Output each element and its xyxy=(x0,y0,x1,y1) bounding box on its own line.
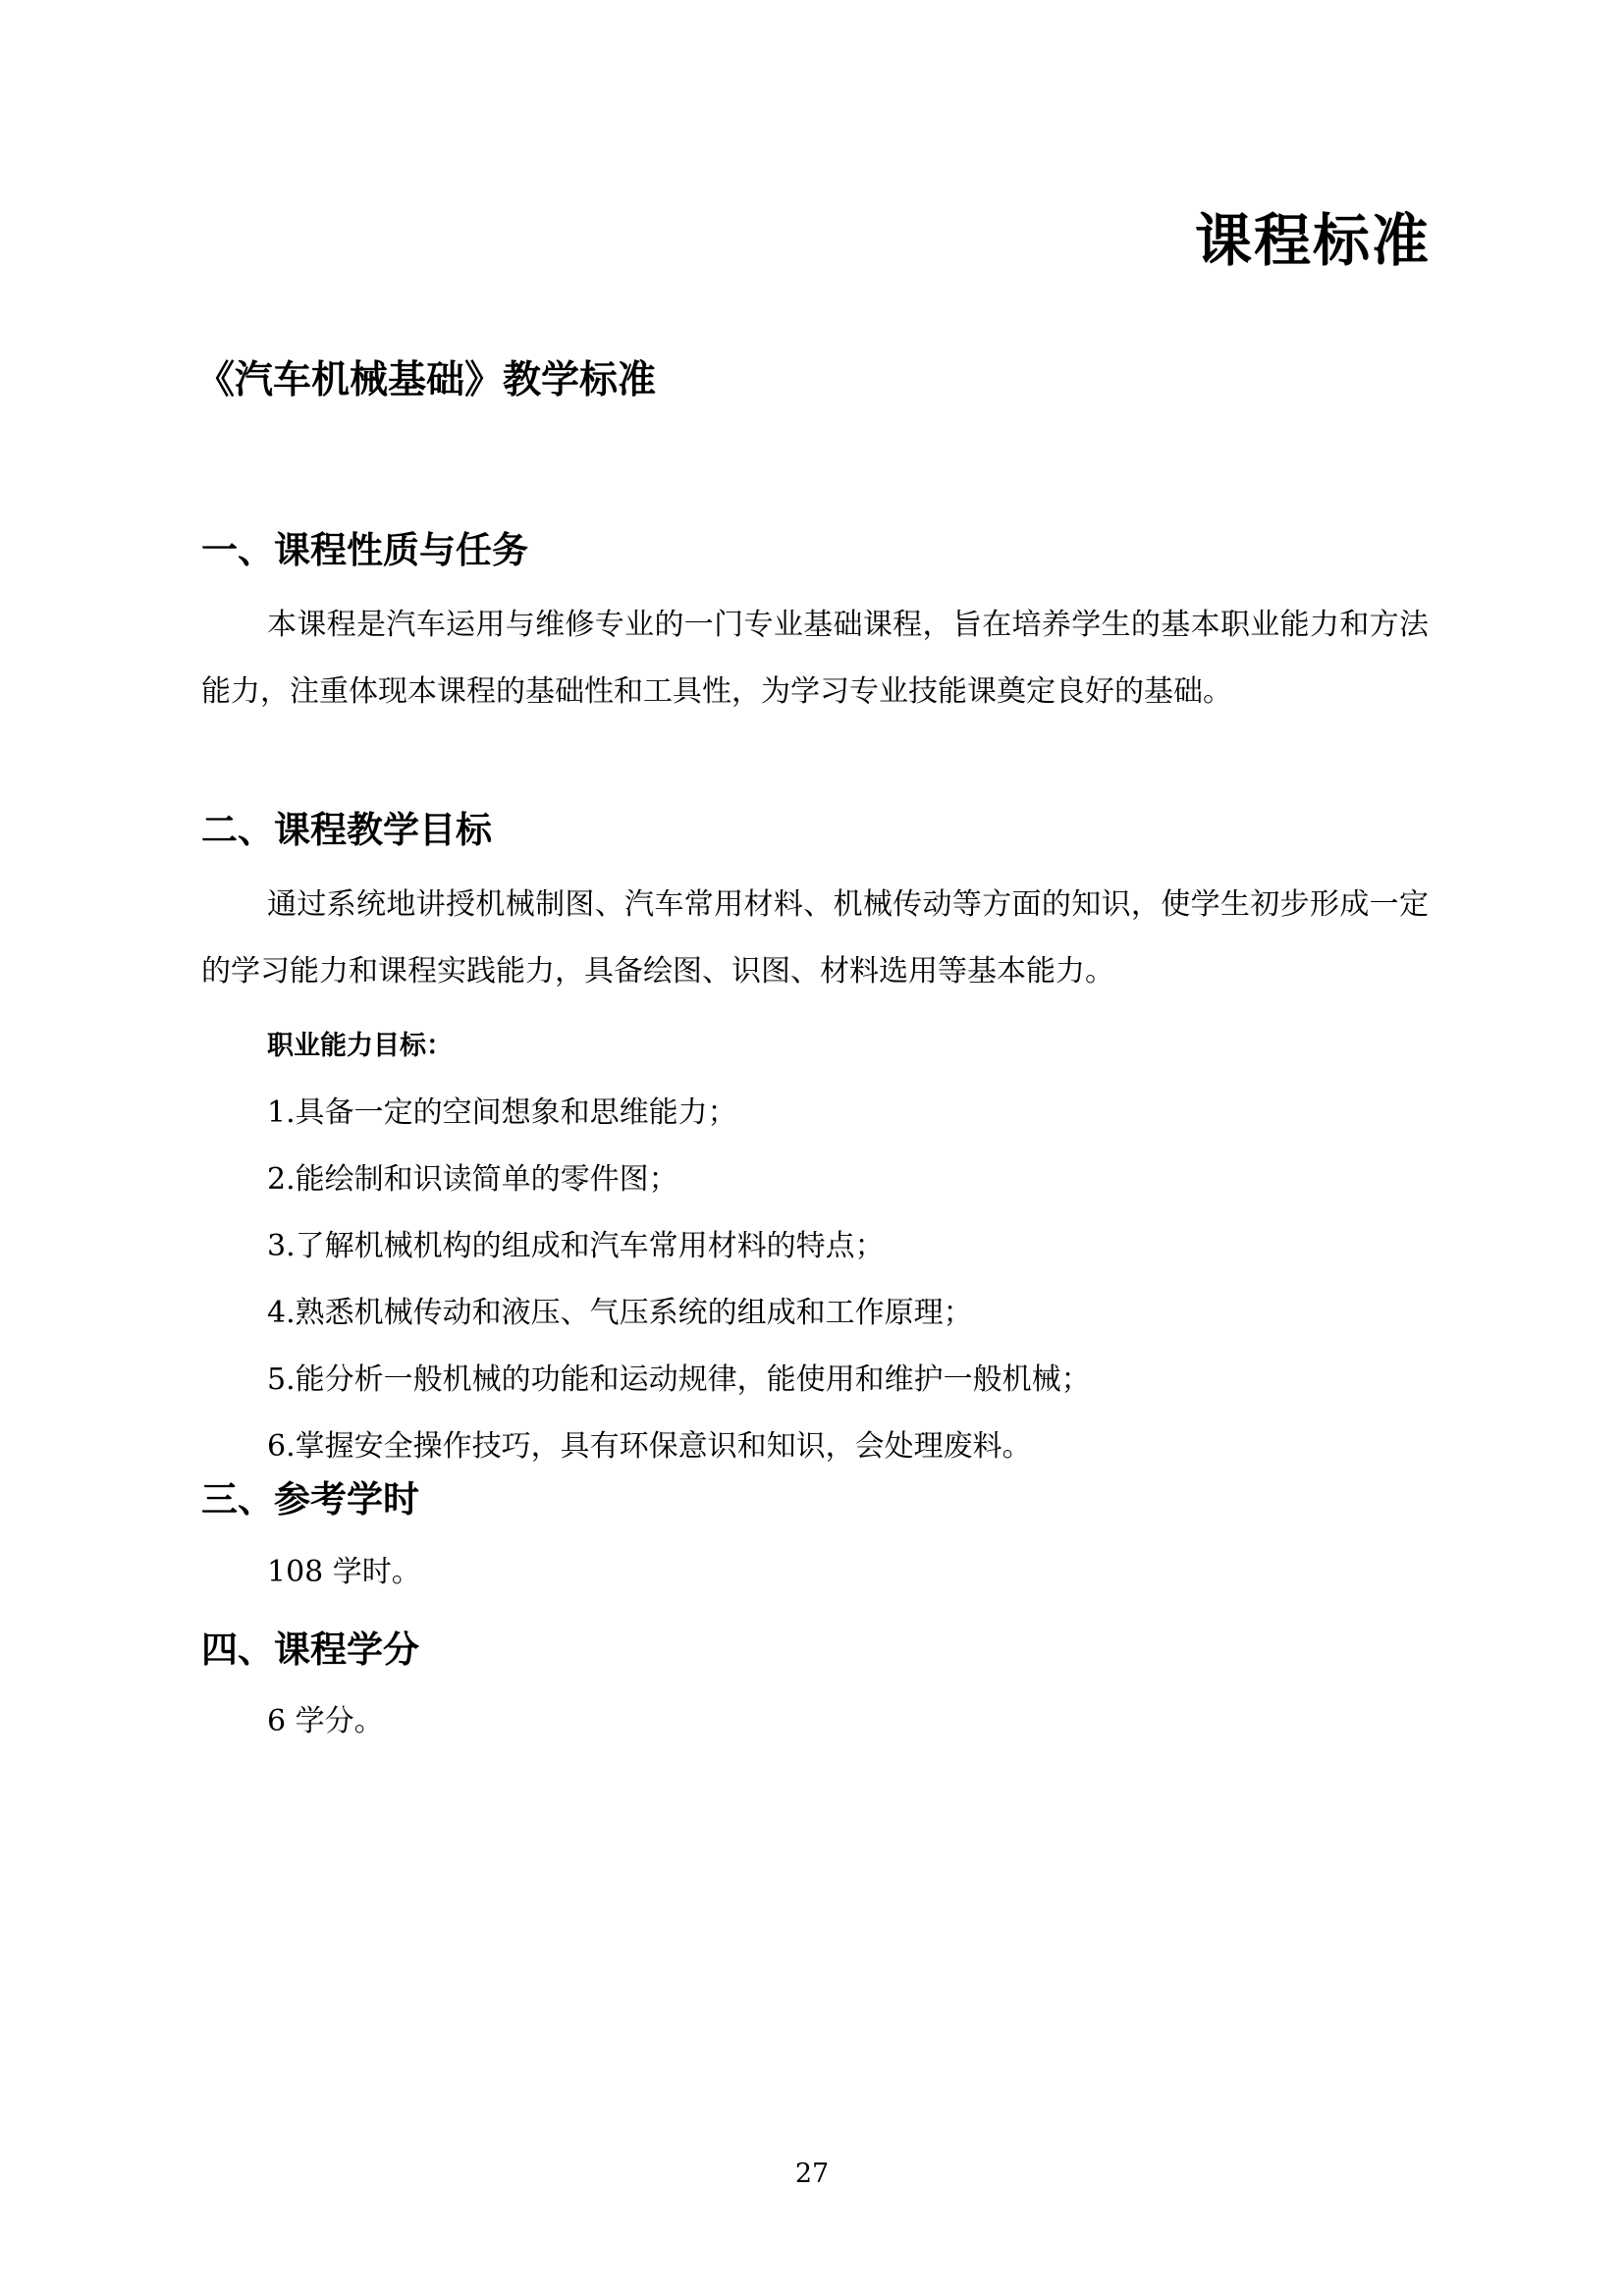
section-body-course-credits: 6 学分。 xyxy=(267,1704,384,1738)
list-item: 4.熟悉机械传动和液压、气压系统的组成和工作原理； xyxy=(267,1296,973,1330)
section-heading-reference-hours: 三、参考学时 xyxy=(201,1478,419,1521)
section-heading-course-credits: 四、课程学分 xyxy=(201,1629,419,1671)
list-item: 6.掌握安全操作技巧，具有环保意识和知识，会处理废料。 xyxy=(267,1429,1032,1464)
list-item: 5.能分析一般机械的功能和运动规律，能使用和维护一般机械； xyxy=(267,1362,1091,1397)
section-heading-nature-and-tasks: 一、课程性质与任务 xyxy=(201,529,528,571)
vocational-ability-list xyxy=(267,1080,1091,1480)
list-item: 1.具备一定的空间想象和思维能力； xyxy=(267,1095,737,1130)
list-item: 2.能绘制和识读简单的零件图； xyxy=(267,1162,678,1197)
section-body-teaching-objectives: 通过系统地讲授机械制图、汽车常用材料、机械传动等方面的知识，使学生初步形成一定的学习能力和课程实践能力，具备绘图、识图、材料选用等基本能力。 xyxy=(201,887,1429,988)
page-number: 27 xyxy=(794,2159,830,2189)
section-heading-teaching-objectives: 二、课程教学目标 xyxy=(201,809,492,851)
document-title: 《汽车机械基础》教学标准 xyxy=(196,358,657,402)
vocational-ability-subheading: 职业能力目标： xyxy=(267,1031,453,1061)
chapter-title: 课程标准 xyxy=(1194,207,1431,274)
section-body-reference-hours: 108 学时。 xyxy=(267,1555,421,1589)
list-item: 3.了解机械机构的组成和汽车常用材料的特点； xyxy=(267,1229,885,1263)
section-body-nature-and-tasks: 本课程是汽车运用与维修专业的一门专业基础课程，旨在培养学生的基本职业能力和方法能力，注重体现本课程的基础性和工具性，为学习专业技能课奠定良好的基础。 xyxy=(201,608,1429,709)
